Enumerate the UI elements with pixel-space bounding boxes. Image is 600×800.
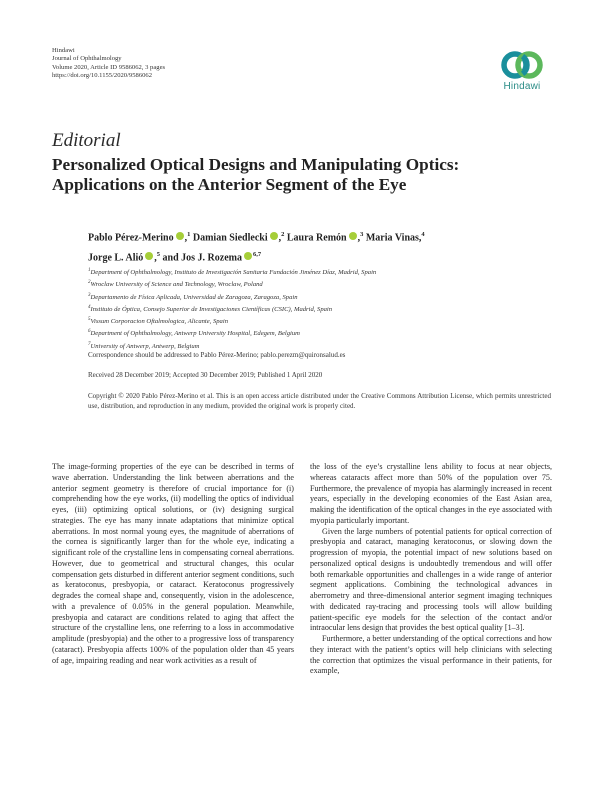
author-name: Damian Siedlecki [192, 232, 268, 244]
title-line-2: Applications on the Anterior Segment of the Eye [52, 175, 407, 194]
body-paragraph: The image-forming properties of the eye can be described in terms of wave aberration. Understanding the link between aberrations and the anterior segment geometry is therefore of crucial importance for (i) comprehending how the eye works, (ii) modelling the optics of individual eyes, (iii) optimizing optical solutions, or (iv) designing surgical strategies. The eye has many innate adaptations that minimize optical aberrations. In most normal young eyes, the magnitude of aberrations of the cornea is significantly larger than for the whole eye, indicating a significant role of the crystalline lens in compensating corneal aberrations. However, due to geometrical and structural changes, this ocular compensation gets disturbed in different anterior segment conditions, such as keratoconus, presbyopia, or cataract. Keratoconus progressively degrades the corneal shape and, consequently, vision in the adolescence, with a prevalence of 0.05% in the general population. Meanwhile, presbyopia and cataract are conditions related to aging that affect the structure of the crystalline lens, one referring to a loss in accommodative amplitude (presbyopia) and the other to a progressive loss of transparency (cataract). Presbyopia affects 100% of the population older than 45 years of age, impairing reading and near work activities as a result of [52, 462, 294, 665]
author-affil: 5 [156, 250, 161, 258]
affiliation-list [88, 266, 558, 352]
orcid-icon[interactable] [349, 232, 357, 240]
author-affil: 3 [360, 231, 364, 238]
author-name: Jos J. Rozema [181, 252, 242, 264]
author-name: Laura Remón [286, 232, 347, 244]
author-affil: 2 [281, 231, 285, 238]
affiliation-item: $^1$Department of Ophthalmology, Instituto de Investigación Sanitaria Fundación Jiménez Díaz, Madrid, Spain [88, 268, 377, 277]
affiliation-item: $^4$Instituto de Óptica, Consejo Superior de Investigaciones Científicas (CSIC), Madrid, Spain [88, 304, 333, 314]
journal-header [52, 47, 165, 81]
author-affil: 4 [421, 231, 425, 238]
title-line-1: Personalized Optical Designs and Manipulating Optics: [52, 155, 460, 174]
volume-article: Volume 2020, Article ID 9586062, 3 pages [52, 63, 166, 71]
affiliation-item: $^6$Department of Ophthalmology, Antwerp University Hospital, Edegem, Belgium [88, 329, 300, 338]
author-name: Maria Vinas [365, 232, 419, 244]
article-title [52, 155, 552, 195]
author-line-2: Jorge L. Alió ,$^5$ and Jos J. Rozema $^{6,7}$ [88, 250, 262, 264]
author-line-1: Pablo Pérez-Merino ,$^1$ Damian Siedlecki ,$^2$ Laura Remón ,$^3$ Maria Vinas,$^4$ [88, 231, 425, 244]
affiliation-item: $^3$Departamento de Física Aplicada, Universidad de Zaragoza, Zaragoza, Spain [88, 292, 298, 301]
dates-line: Received 28 December 2019; Accepted 30 December 2019; Published 1 April 2020 [88, 371, 323, 379]
correspondence-line: Correspondence should be addressed to Pablo Pérez-Merino; pablo.perezm@quironsalud.es [88, 351, 346, 359]
affiliation-item: $^5$Vissum Corporacion Oftalmologica, Alicante, Spain [88, 317, 228, 326]
body-paragraph: the loss of the eye’s crystalline lens ability to focus at near objects, whereas cataracts affect more than 50% of the population over 75. Furthermore, the prevalence of myopia has alarmingly increased in recent years, especially in the developing economies of the East Asian area, making the identification of the optical changes in the eye associated with myopia particularly important. [310, 462, 552, 525]
hindawi-logo [496, 50, 548, 92]
section-label: Editorial [52, 130, 121, 151]
journal-name: Journal of Ophthalmology [52, 55, 122, 63]
body-paragraph: Given the large numbers of potential patients for optical correction of presbyopia and cataract, managing keratoconus, or slowing down the progression of myopia, the potential impact of new solutions based on personalized optical designs is undoubtedly tremendous and will offer both remarkable opportunities and challenges in a wide range of anterior segment applications. Combining the technological advances in aberrometry and three-dimensional anterior segment imaging techniques with dedicated ray-tracing and processing tools will allow building patient-specific eye models for the selection of the contact and/or intraocular lens design that provides the best optical quality [1–3]. [310, 526, 552, 633]
author-list [88, 227, 558, 267]
body-column-right [310, 462, 552, 677]
author-name: Jorge L. Alió [88, 252, 144, 264]
orcid-icon[interactable] [244, 252, 252, 260]
affiliation-item: $^7$University of Antwerp, Antwerp, Belgium [88, 341, 200, 350]
publisher-name: Hindawi [52, 47, 75, 54]
affiliation-item: $^2$Wroclaw University of Science and Technology, Wroclaw, Poland [88, 280, 263, 289]
orcid-icon[interactable] [270, 232, 278, 240]
orcid-icon[interactable] [176, 232, 184, 240]
author-affil: 1 [187, 231, 191, 238]
author-affil: 6,7 [252, 250, 262, 258]
doi-link[interactable]: https://doi.org/10.1155/2020/9586062 [52, 72, 153, 80]
author-name: Pablo Pérez-Merino [88, 232, 174, 244]
hindawi-rings-icon [499, 50, 545, 80]
body-column-left [52, 462, 294, 666]
hindawi-logo-text: Hindawi [503, 81, 541, 92]
body-paragraph: Furthermore, a better understanding of the optical corrections and how they interact with the patient’s optics will help clinicians with selecting the correction that optimizes the visual performance in their patients, for example, [310, 634, 552, 676]
copyright-notice: Copyright © 2020 Pablo Pérez-Merino et al. This is an open access article distributed under the Creative Commons Attribution License, which permits unrestricted use, distribution, and reproduction in any medium, provided the original work is properly cited. [88, 392, 551, 410]
orcid-icon[interactable] [145, 252, 153, 260]
